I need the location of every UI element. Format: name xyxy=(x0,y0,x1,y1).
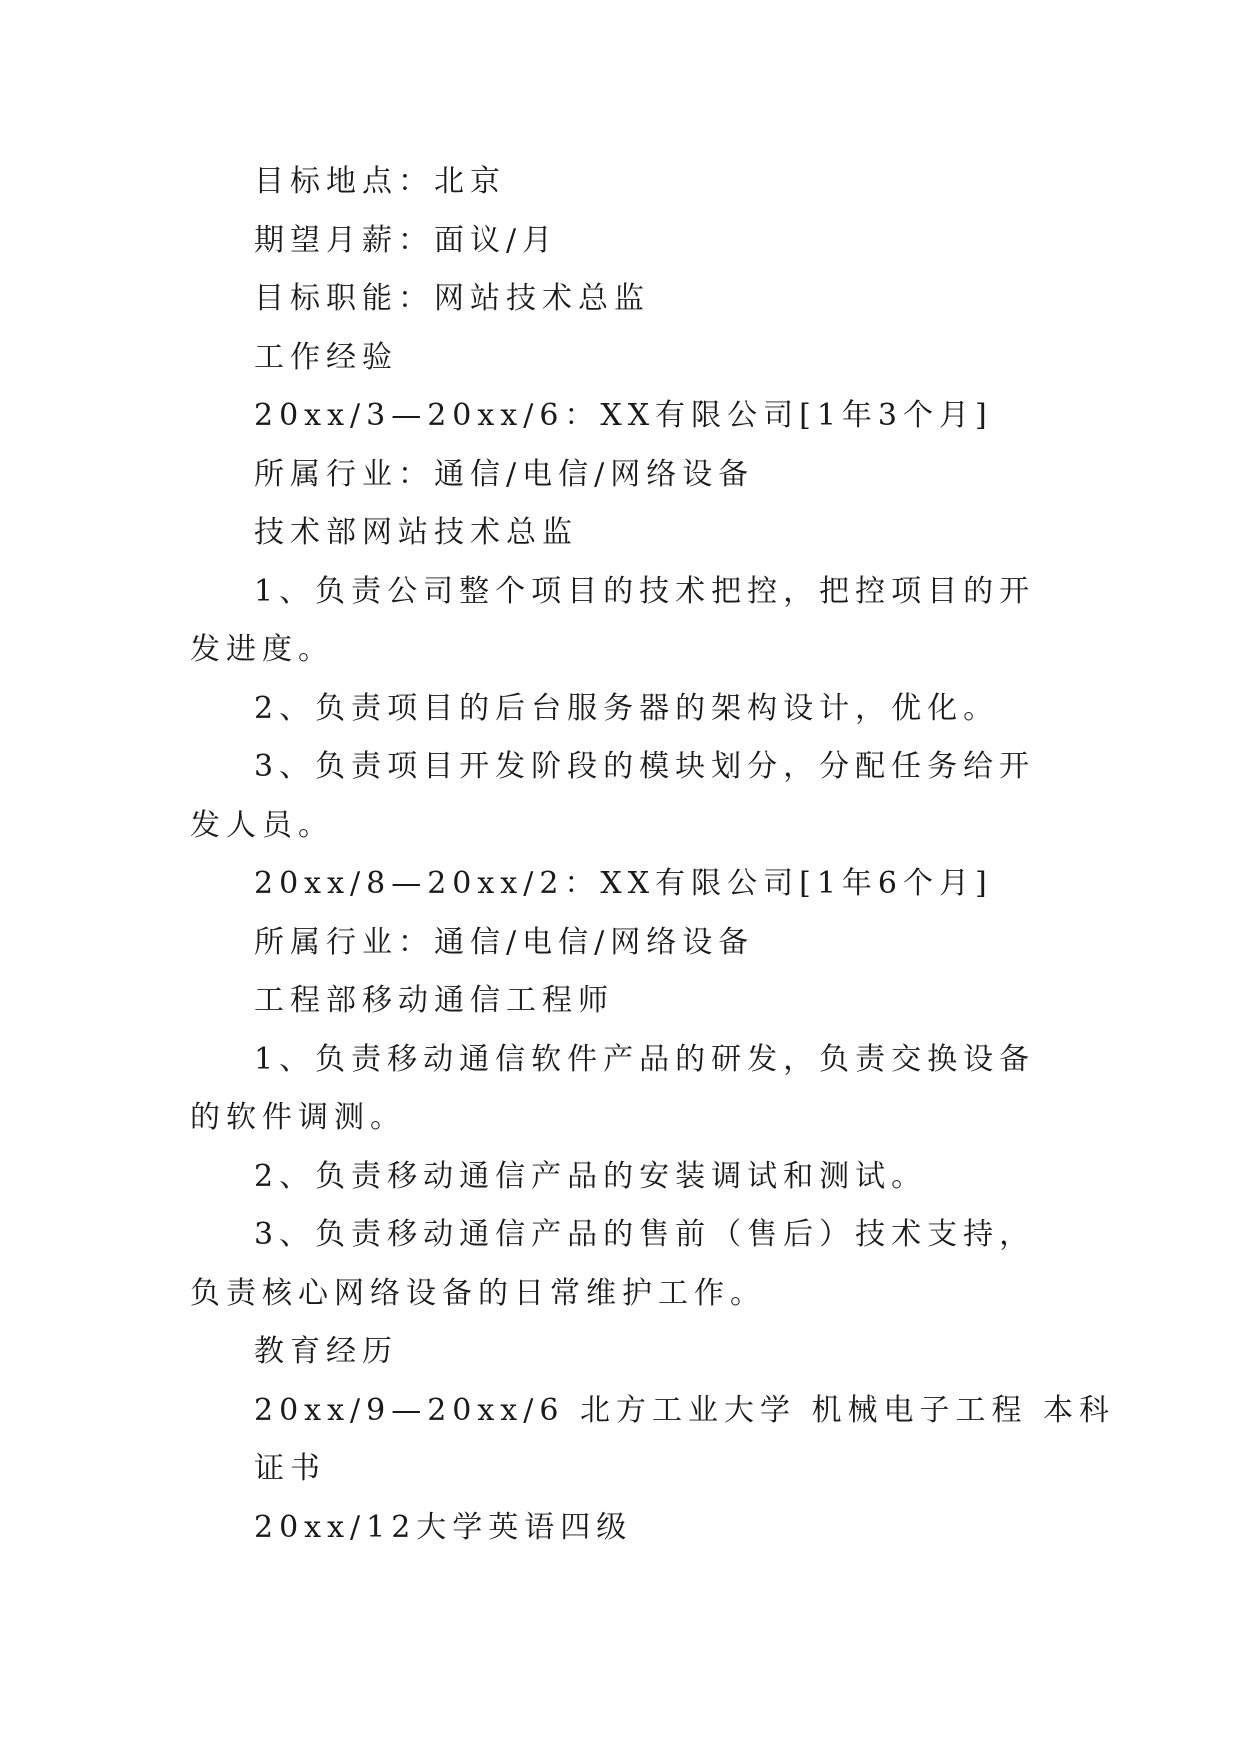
resume-body xyxy=(190,153,1116,1557)
job-duty: 3、负责移动通信产品的售前（售后）技术支持，负责核心网络设备的日常维护工作。 xyxy=(190,1217,1036,1311)
job-duty: 3、负责项目开发阶段的模块划分，分配任务给开发人员。 xyxy=(190,749,1036,843)
job-duty: 2、负责项目的后台服务器的架构设计，优化。 xyxy=(254,690,1000,726)
job-position: 技术部网站技术总监 xyxy=(254,515,578,550)
job-period: 20xx/3—20xx/6：XX有限公司[1年3个月] xyxy=(254,398,993,433)
work-experience-heading: 工作经验 xyxy=(254,339,398,375)
job-entry xyxy=(190,855,1050,1323)
job-industry: 所属行业：通信/电信/网络设备 xyxy=(254,924,755,960)
expected-salary: 期望月薪：面议/月 xyxy=(254,222,559,258)
job-industry: 所属行业：通信/电信/网络设备 xyxy=(254,456,755,492)
job-duty: 1、负责公司整个项目的技术把控，把控项目的开发进度。 xyxy=(190,573,1036,667)
job-duty: 1、负责移动通信软件产品的研发，负责交换设备的软件调测。 xyxy=(190,1041,1036,1135)
education-entry: 20xx/9—20xx/6 北方工业大学 机械电子工程 本科 xyxy=(254,1392,1116,1428)
job-period: 20xx/8—20xx/2：XX有限公司[1年6个月] xyxy=(254,866,993,901)
job-position: 工程部移动通信工程师 xyxy=(254,983,614,1018)
job-entry xyxy=(190,387,1050,855)
education-heading: 教育经历 xyxy=(254,1334,398,1369)
job-duty: 2、负责移动通信产品的安装调试和测试。 xyxy=(254,1158,928,1194)
certificates-heading: 证书 xyxy=(254,1451,326,1486)
target-location: 目标地点：北京 xyxy=(254,164,506,199)
certificate-entry: 20xx/12大学英语四级 xyxy=(254,1509,633,1545)
target-function: 目标职能：网站技术总监 xyxy=(254,281,650,316)
